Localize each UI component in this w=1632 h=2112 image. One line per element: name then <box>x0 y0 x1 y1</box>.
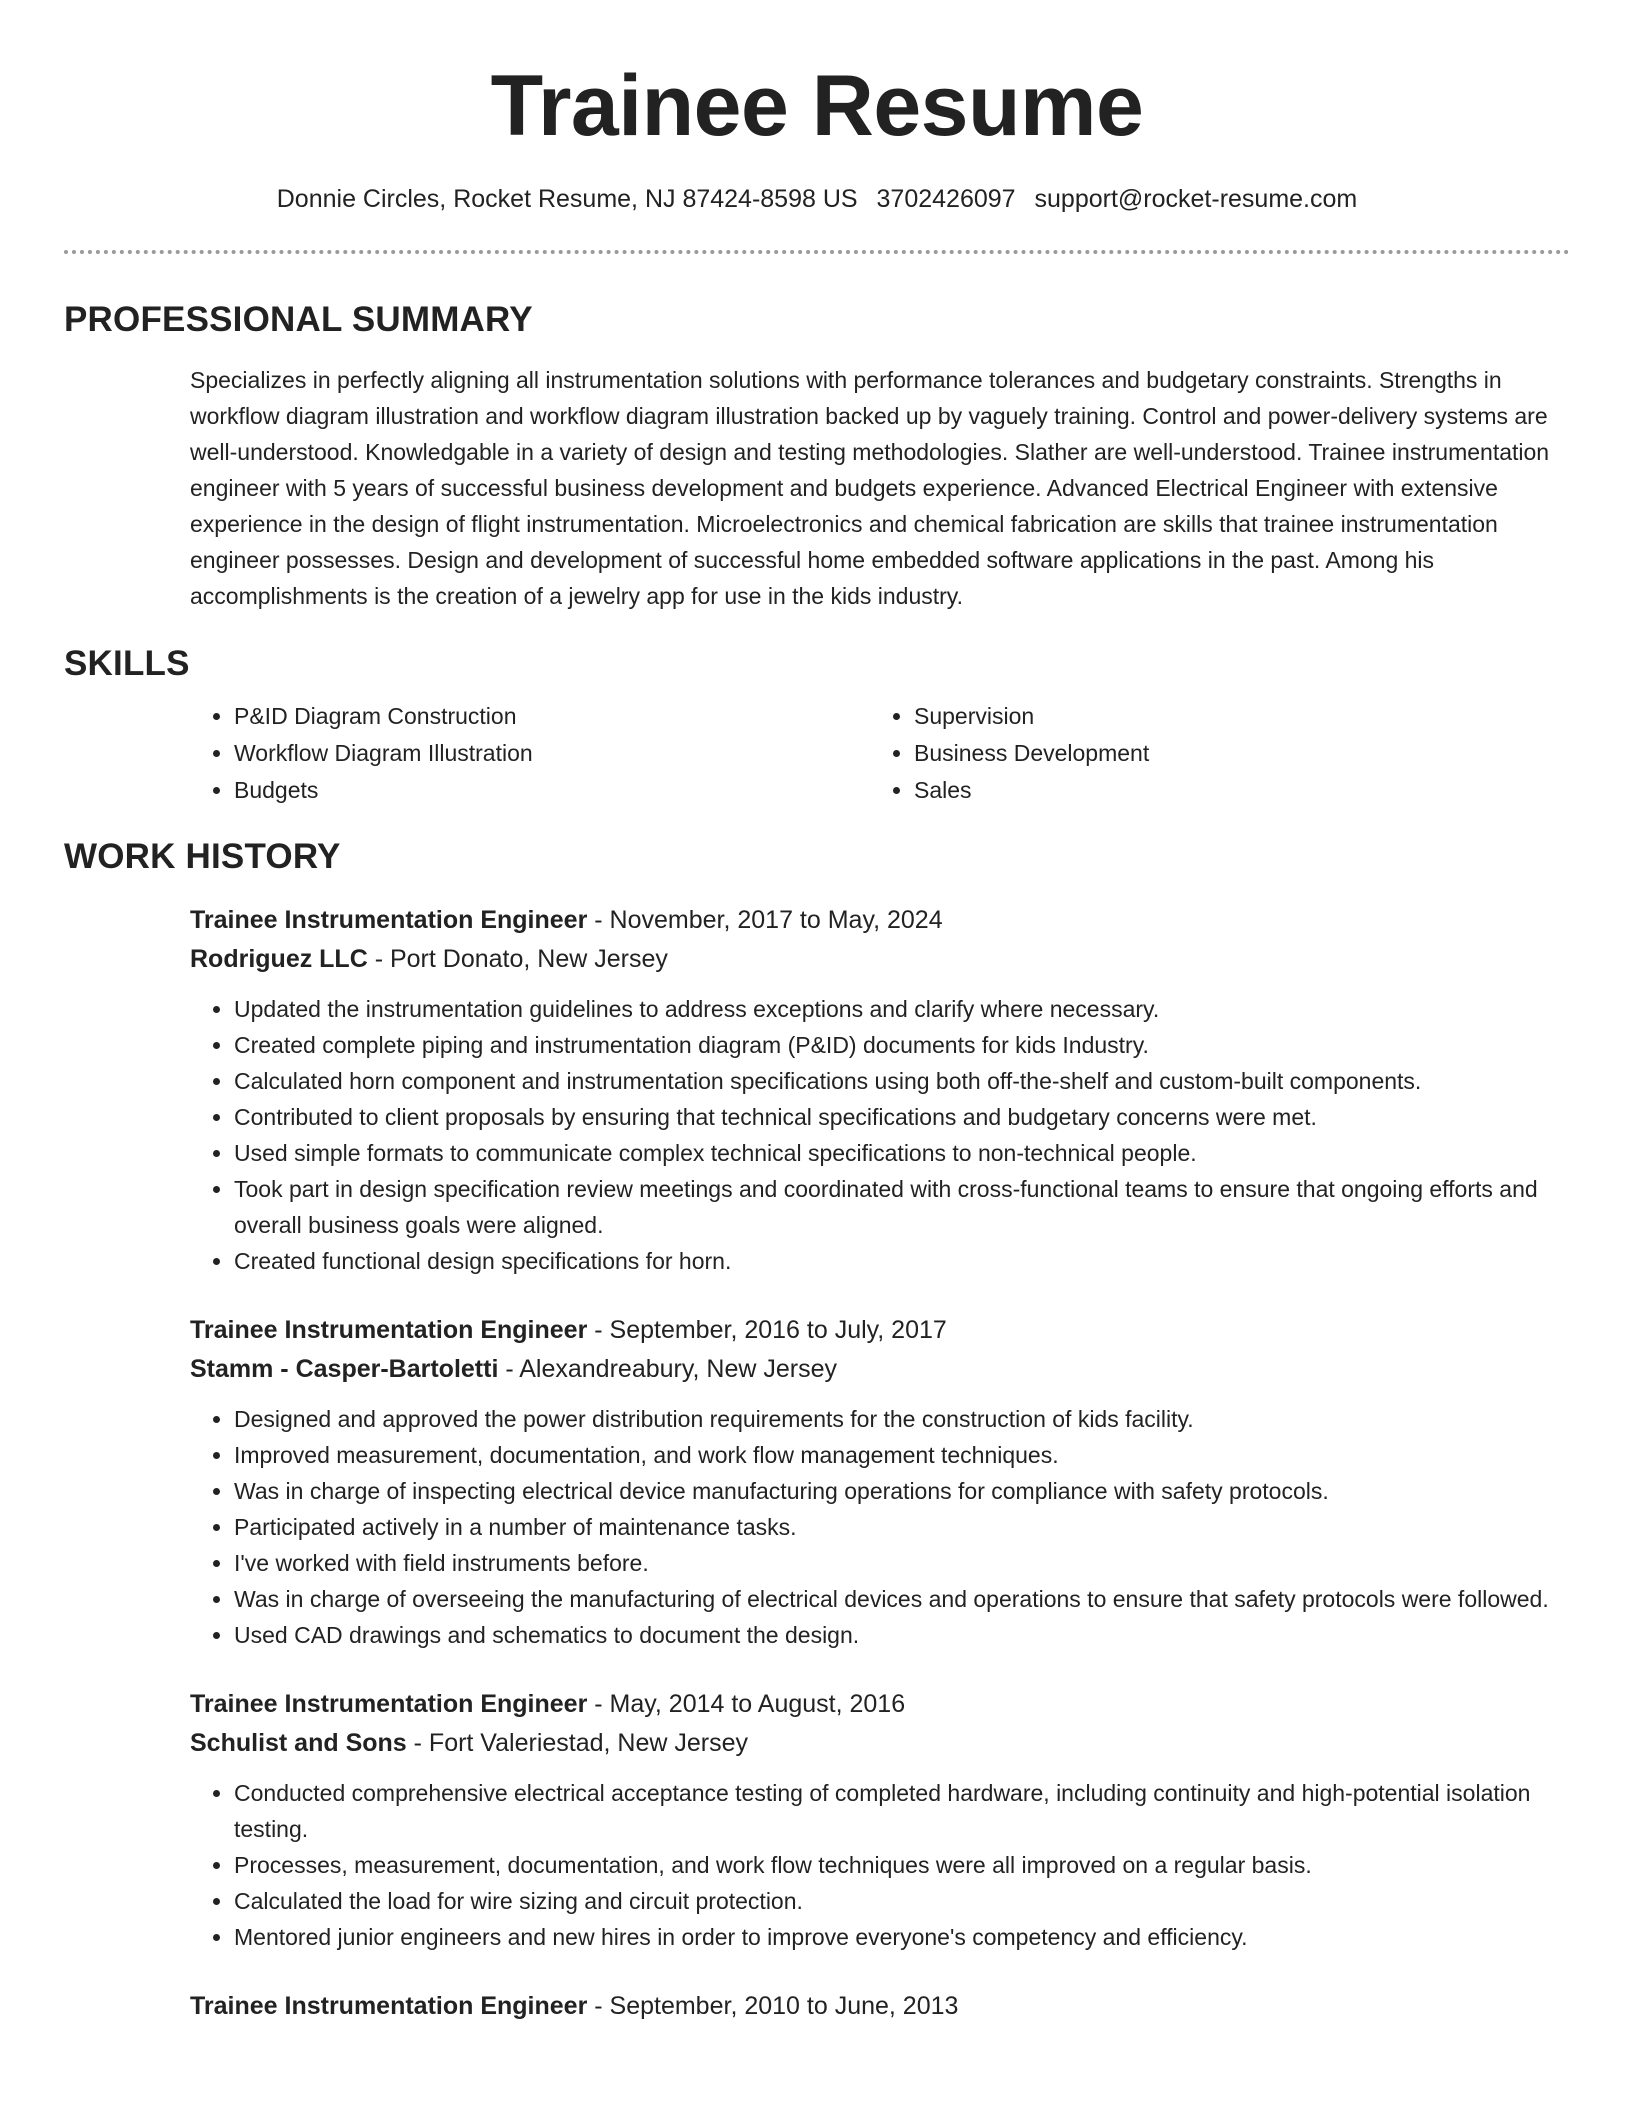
resume-title: Trainee Resume <box>490 58 1144 154</box>
job-bullet: • Processes, measurement, documentation, and work flow techniques were all improved on a regular basis. <box>234 1847 1570 1883</box>
contact-email: support@rocket-resume.com <box>1034 185 1358 213</box>
job-bullet: • Calculated the load for wire sizing and circuit protection. <box>234 1883 1570 1919</box>
job-dates: - May, 2014 to August, 2016 <box>587 1690 906 1718</box>
job-bullets <box>190 1775 1570 1955</box>
job-bullet: • Updated the instrumentation guidelines to address exceptions and clarify where necessary. <box>234 991 1570 1027</box>
job-title-line <box>190 1311 1570 1350</box>
job-entry <box>190 1987 1570 2026</box>
skill-item: • Business Development <box>914 735 1550 772</box>
job-bullet: • Created functional design specifications for horn. <box>234 1243 1570 1279</box>
job-title-line <box>190 1987 1570 2026</box>
job-entry <box>190 1685 1570 1955</box>
job-title: Trainee Instrumentation Engineer <box>190 1690 588 1718</box>
skill-item: • Supervision <box>914 698 1550 735</box>
job-bullet: • Participated actively in a number of maintenance tasks. <box>234 1509 1570 1545</box>
job-bullet: • Was in charge of inspecting electrical device manufacturing operations for compliance with safety protocols. <box>234 1473 1570 1509</box>
job-location: - Port Donato, New Jersey <box>367 945 668 973</box>
job-bullet: • Used CAD drawings and schematics to document the design. <box>234 1617 1570 1653</box>
job-title: Trainee Instrumentation Engineer <box>190 1992 588 2020</box>
job-bullet: • Was in charge of overseeing the manufacturing of electrical devices and operations to ensure that safety protocols were followed. <box>234 1581 1570 1617</box>
job-dates: - November, 2017 to May, 2024 <box>587 906 943 934</box>
contact-address: Donnie Circles, Rocket Resume, NJ 87424-8598 US <box>276 185 858 213</box>
skill-item: • Budgets <box>234 772 870 809</box>
job-dates: - September, 2016 to July, 2017 <box>587 1316 947 1344</box>
job-bullet: • Used simple formats to communicate complex technical specifications to non-technical people. <box>234 1135 1570 1171</box>
section-heading-work: WORK HISTORY <box>64 837 341 876</box>
contact-phone: 3702426097 <box>876 185 1016 213</box>
job-bullet: • Created complete piping and instrumentation diagram (P&ID) documents for kids Industry. <box>234 1027 1570 1063</box>
job-entry <box>190 901 1570 1279</box>
skill-item: • Sales <box>914 772 1550 809</box>
job-company-line <box>190 1350 1570 1389</box>
job-title-line <box>190 901 1570 940</box>
job-company-line <box>190 940 1570 979</box>
job-company-line <box>190 1724 1570 1763</box>
job-bullet: • Calculated horn component and instrumentation specifications using both off-the-shelf and custom-built components. <box>234 1063 1570 1099</box>
skill-item: • P&ID Diagram Construction <box>234 698 870 735</box>
resume-page <box>64 0 1570 2026</box>
job-entry <box>190 1311 1570 1653</box>
summary-text: Specializes in perfectly aligning all instrumentation solutions with performance tolerances and budgetary constraints. Strengths in workflow diagram illustration and workflow diagram illustration backed up by vaguely training. Control and power-delivery systems are well-understood. Knowledgable in a variety of design and testing methodologies. Slather are well-understood. Trainee instrumentation engineer with 5 years of successful business development and budgets experience. Advanced Electrical Engineer with extensive experience in the design of flight instrumentation. Microelectronics and chemical fabrication are skills that trainee instrumentation engineer possesses. Design and development of successful home embedded software applications in the past. Among his accomplishments is the creation of a jewelry app for use in the kids industry. <box>190 367 1550 609</box>
job-title-line <box>190 1685 1570 1724</box>
job-bullet: • Contributed to client proposals by ensuring that technical specifications and budgetary concerns were met. <box>234 1099 1570 1135</box>
job-title: Trainee Instrumentation Engineer <box>190 1316 588 1344</box>
job-bullet: • Conducted comprehensive electrical acceptance testing of completed hardware, including continuity and high-potential isolation testing. <box>234 1775 1570 1847</box>
job-company: Schulist and Sons <box>190 1729 407 1757</box>
job-title: Trainee Instrumentation Engineer <box>190 906 588 934</box>
skills-list <box>190 698 1570 809</box>
job-location: - Alexandreabury, New Jersey <box>498 1355 837 1383</box>
section-heading-skills: SKILLS <box>64 644 190 683</box>
contact-info <box>64 182 1570 216</box>
job-bullet: • Took part in design specification review meetings and coordinated with cross-functional teams to ensure that ongoing efforts and overall business goals were aligned. <box>234 1171 1570 1243</box>
job-bullets <box>190 991 1570 1279</box>
job-bullet: • I've worked with field instruments before. <box>234 1545 1570 1581</box>
skills-column-right <box>870 698 1550 809</box>
job-bullets <box>190 1401 1570 1653</box>
job-bullet: • Designed and approved the power distribution requirements for the construction of kids facility. <box>234 1401 1570 1437</box>
job-company: Stamm - Casper-Bartoletti <box>190 1355 499 1383</box>
job-company: Rodriguez LLC <box>190 945 368 973</box>
skill-item: • Workflow Diagram Illustration <box>234 735 870 772</box>
skills-column-left <box>190 698 870 809</box>
job-location: - Fort Valeriestad, New Jersey <box>406 1729 749 1757</box>
job-bullet: • Improved measurement, documentation, and work flow management techniques. <box>234 1437 1570 1473</box>
job-bullet: • Mentored junior engineers and new hires in order to improve everyone's competency and efficiency. <box>234 1919 1570 1955</box>
section-heading-summary: PROFESSIONAL SUMMARY <box>64 300 533 339</box>
header-divider <box>64 250 1570 254</box>
job-dates: - September, 2010 to June, 2013 <box>587 1992 959 2020</box>
